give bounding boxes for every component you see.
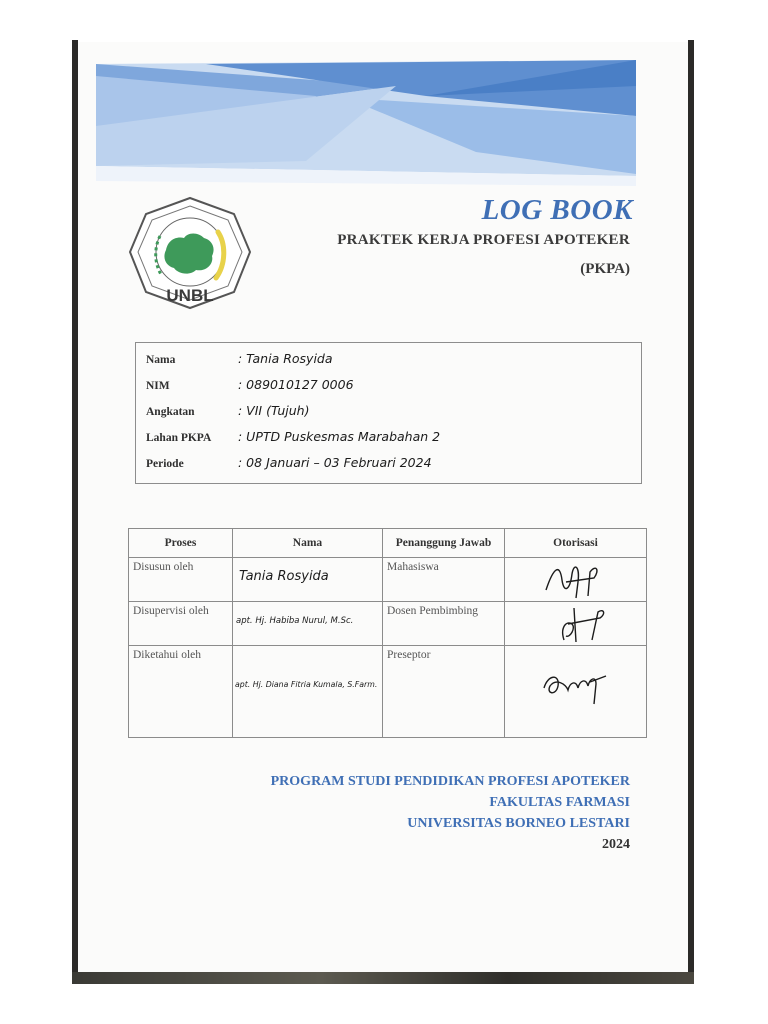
column-header: Otorisasi [505,529,647,558]
footer-faculty: FAKULTAS FARMASI [489,795,630,810]
cover-page [78,42,688,972]
process-label: Disupervisi oleh [133,605,209,617]
info-label: Nama [146,354,176,366]
info-row-nim [146,377,636,401]
footer-year: 2024 [602,837,630,852]
info-row-lahan [146,429,636,453]
student-info-box [135,342,642,484]
binder-edge-bottom [72,972,694,984]
table-header-row [129,529,647,558]
page-subtitle: PRAKTEK KERJA PROFESI APOTEKER [337,232,630,248]
info-value: : 089010127 0006 [238,377,354,392]
role-label: Preseptor [387,649,431,661]
info-label: Lahan PKPA [146,432,212,444]
table-row [129,602,647,646]
info-value: : Tania Rosyida [238,351,333,366]
table-row [129,646,647,738]
info-row-periode [146,455,636,479]
signer-name: apt. Hj. Diana Fitria Kumala, S.Farm. [235,680,378,689]
column-header: Proses [129,529,233,558]
signer-name: Tania Rosyida [239,569,329,584]
logo-label: UNBL [166,286,214,305]
process-label: Diketahui oleh [133,649,202,661]
info-value: : UPTD Puskesmas Marabahan 2 [238,429,441,444]
signer-name: apt. Hj. Habiba Nurul, M.Sc. [236,616,354,626]
footer-program: PROGRAM STUDI PENDIDIKAN PROFESI APOTEKER [270,774,630,789]
signature-icon [534,664,618,708]
page-subtitle-abbreviation: (PKPA) [580,261,630,277]
role-label: Mahasiswa [387,561,439,573]
column-header: Penanggung Jawab [383,529,505,558]
process-label: Disusun oleh [133,561,194,573]
page-title: LOG BOOK [481,194,633,226]
info-label: Angkatan [146,406,195,418]
footer-university: UNIVERSITAS BORNEO LESTARI [407,816,630,831]
column-header: Nama [233,529,383,558]
signature-icon [536,560,616,600]
table-row [129,558,647,602]
info-value: : 08 Januari – 03 Februari 2024 [238,455,432,470]
role-label: Dosen Pembimbing [387,605,479,617]
info-label: NIM [146,380,170,392]
info-label: Periode [146,458,184,470]
binder-edge-right [688,40,694,982]
info-row-angkatan [146,403,636,427]
signature-icon [536,604,616,644]
info-row-name [146,351,636,375]
approval-table [128,528,647,738]
info-value: : VII (Tujuh) [238,403,310,418]
